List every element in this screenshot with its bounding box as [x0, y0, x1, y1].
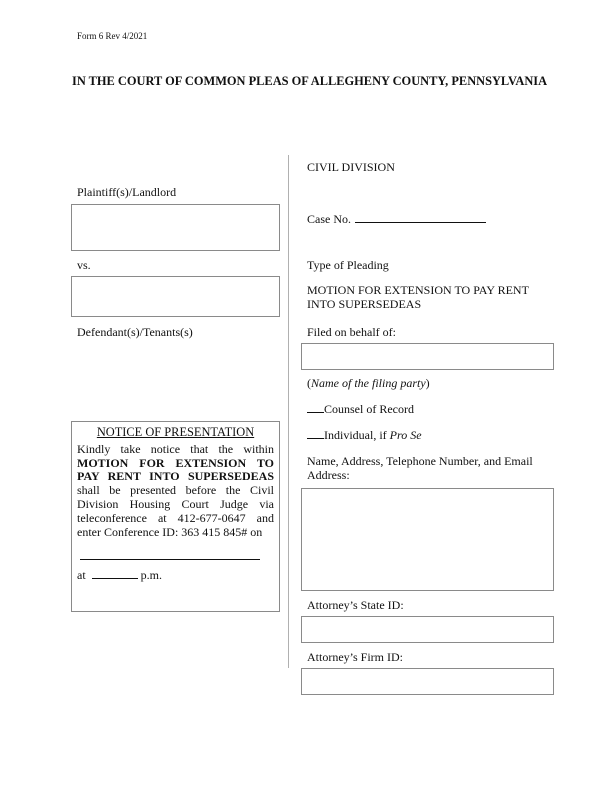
vs-label: vs.: [77, 258, 91, 272]
plaintiff-field[interactable]: [71, 204, 280, 251]
form-number: Form 6 Rev 4/2021: [77, 31, 148, 41]
name-address-field[interactable]: [301, 488, 554, 591]
type-of-pleading-label: Type of Pleading: [307, 258, 389, 272]
time-line: [77, 568, 274, 583]
court-title: IN THE COURT OF COMMON PLEAS OF ALLEGHENY COUNTY, PENNSYLVANIA: [72, 74, 548, 88]
individual-label: Individual, if: [324, 428, 390, 442]
firm-id-label: Attorney’s Firm ID:: [307, 650, 403, 664]
counsel-of-record: [307, 402, 414, 417]
case-number: [307, 212, 486, 227]
notice-body: [77, 443, 274, 540]
at-label: at: [77, 568, 86, 583]
filed-on-behalf-field[interactable]: [301, 343, 554, 370]
case-number-blank[interactable]: [355, 212, 486, 223]
pro-se-label: Pro Se: [389, 428, 422, 442]
filed-on-behalf-label: Filed on behalf of:: [307, 325, 396, 339]
individual-pro-se: [307, 428, 422, 443]
notice-text-start: Kindly take notice that the within: [77, 441, 274, 456]
notice-text-end: shall be presented before the Civil Division Housing Court Judge via teleconference at 412-677-0647 and enter Conference ID: 363 415 845# on: [77, 483, 274, 539]
paren-open: (: [307, 376, 311, 390]
notice-of-presentation: [71, 421, 280, 612]
time-blank[interactable]: [92, 568, 138, 579]
filing-party-text: Name of the filing party: [311, 376, 426, 390]
filing-party-hint: [307, 376, 430, 391]
pleading-title: MOTION FOR EXTENSION TO PAY RENT INTO SUPERSEDEAS: [307, 283, 529, 311]
counsel-checkbox-line[interactable]: [307, 402, 324, 413]
paren-close: ): [425, 376, 430, 390]
column-divider: [288, 155, 289, 668]
notice-title: NOTICE OF PRESENTATION: [96, 425, 255, 439]
firm-id-field[interactable]: [301, 668, 554, 695]
defendant-field[interactable]: [71, 276, 280, 317]
plaintiff-label: Plaintiff(s)/Landlord: [77, 185, 177, 199]
state-id-field[interactable]: [301, 616, 554, 643]
state-id-label: Attorney’s State ID:: [307, 598, 404, 612]
case-no-label: Case No.: [307, 212, 351, 226]
division-label: CIVIL DIVISION: [307, 160, 395, 174]
notice-motion-title: MOTION FOR EXTENSION TO PAY RENT INTO SUPERSEDEAS: [77, 455, 274, 484]
individual-checkbox-line[interactable]: [307, 428, 324, 439]
name-address-label: Name, Address, Telephone Number, and Email Address:: [307, 454, 533, 482]
counsel-label: Counsel of Record: [324, 402, 414, 416]
date-signature-line[interactable]: [80, 559, 260, 560]
defendant-label: Defendant(s)/Tenants(s): [77, 325, 193, 339]
pm-label: p.m.: [140, 568, 163, 583]
